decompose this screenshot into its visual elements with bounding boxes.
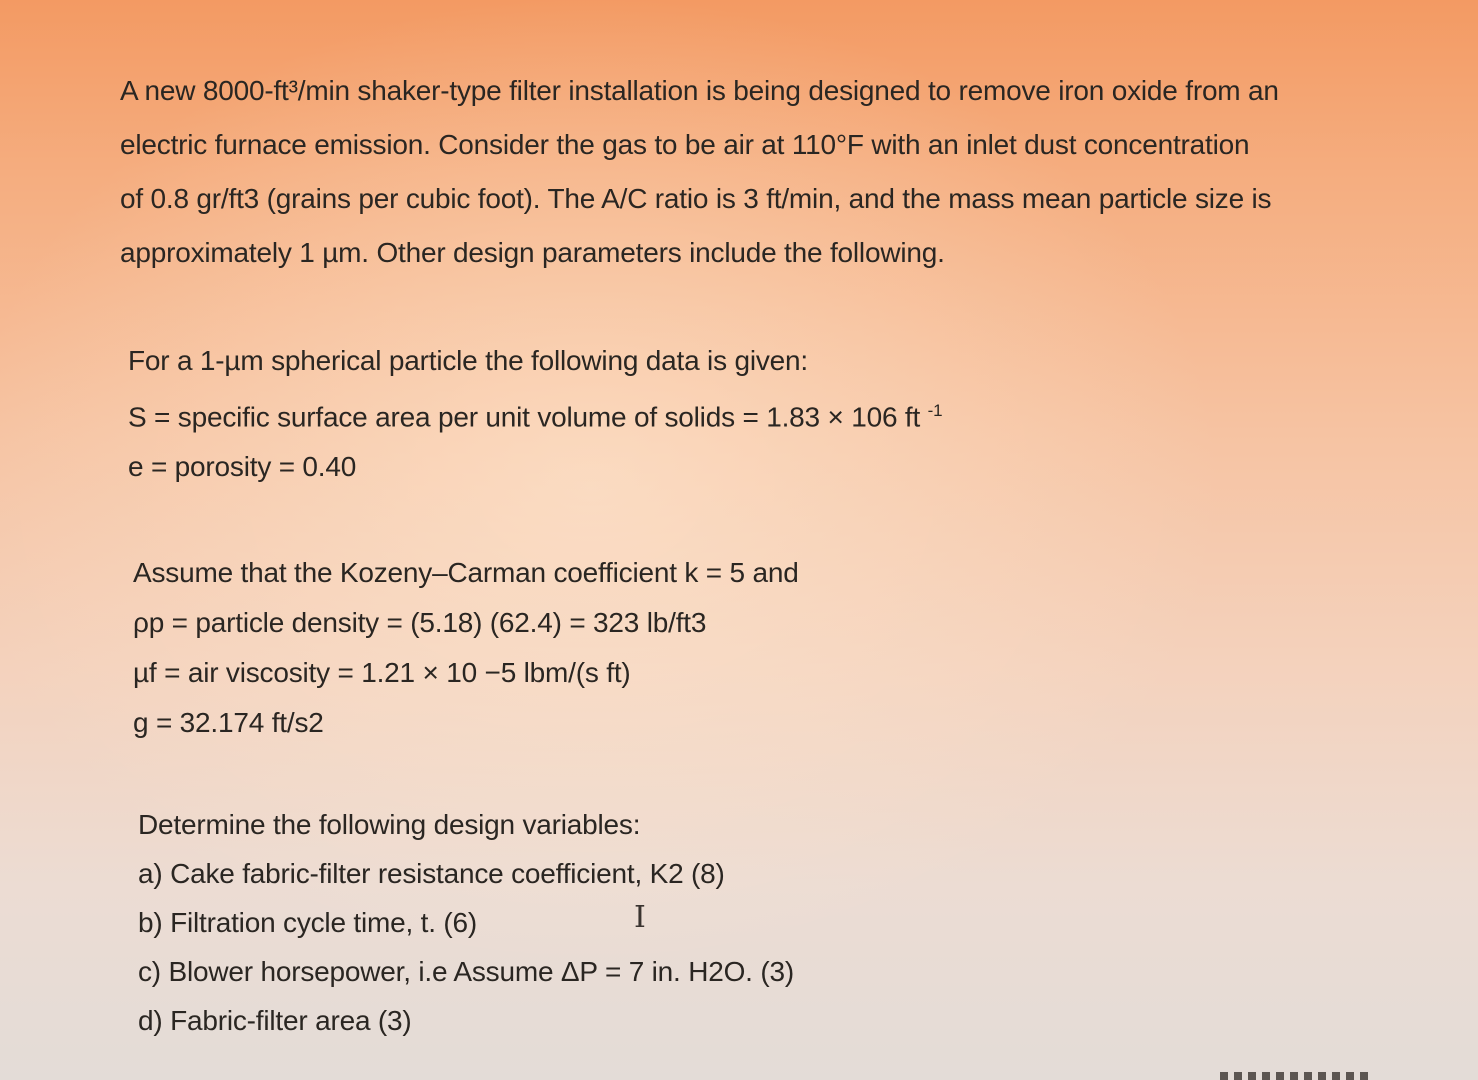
intro-line-1: A new 8000-ft³/min shaker-type filter installation is being designed to remove iron oxide from an: [120, 75, 1279, 106]
gravity-line: g = 32.174 ft/s2: [133, 707, 324, 738]
intro-line-4: approximately 1 µm. Other design parameters include the following.: [120, 237, 945, 268]
assumptions-block: [133, 548, 799, 748]
specific-surface-exponent: -1: [927, 401, 943, 420]
intro-line-2: electric furnace emission. Consider the gas to be air at 110°F with an inlet dust concentration: [120, 129, 1250, 160]
particle-density-line: ρp = particle density = (5.18) (62.4) = 323 lb/ft3: [133, 607, 707, 638]
question-c: c) Blower horsepower, i.e Assume ΔP = 7 in. H2O. (3): [138, 956, 794, 987]
porosity-line: e = porosity = 0.40: [128, 451, 357, 483]
air-viscosity-line: µf = air viscosity = 1.21 × 10 −5 lbm/(s ft): [133, 657, 631, 688]
given-heading: For a 1-µm spherical particle the following data is given:: [128, 345, 808, 376]
question-b: b) Filtration cycle time, t. (6): [138, 907, 478, 938]
given-data-block: [128, 336, 942, 492]
text-cursor-icon: I: [634, 900, 646, 935]
questions-block: [138, 800, 794, 1045]
specific-surface-line: [128, 386, 942, 442]
kozeny-carman-line: Assume that the Kozeny–Carman coefficient k = 5 and: [133, 557, 799, 588]
problem-statement: [120, 64, 1279, 280]
specific-surface-text: S = specific surface area per unit volume of solids = 1.83 × 106 ft: [128, 401, 921, 433]
cropped-text-fragment: [1220, 1072, 1370, 1080]
intro-line-3: of 0.8 gr/ft3 (grains per cubic foot). The A/C ratio is 3 ft/min, and the mass mean particle size is: [120, 183, 1272, 214]
questions-heading: Determine the following design variables:: [138, 809, 641, 840]
question-d: d) Fabric-filter area (3): [138, 1005, 412, 1036]
question-a: a) Cake fabric-filter resistance coefficient, K2 (8): [138, 858, 725, 889]
